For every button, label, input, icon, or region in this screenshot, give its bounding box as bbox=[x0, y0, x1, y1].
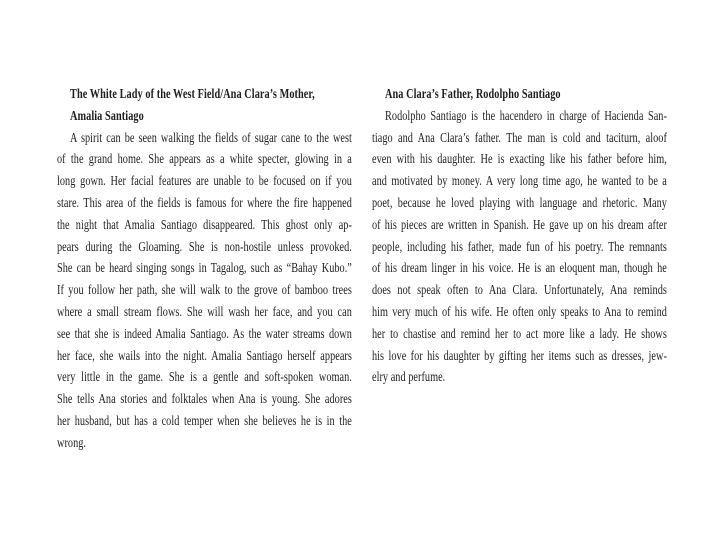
text-line: wrong. bbox=[57, 434, 87, 450]
text-line: long gown. Her facial features are unable to be focused on if you bbox=[57, 173, 352, 189]
text-line: stare. This area of the fields is famous for where the fire happened bbox=[57, 194, 352, 210]
text-line: even with his daughter. He is exacting like his father before him, bbox=[372, 151, 667, 167]
text-line: Ana Clara’s Father, Rodolpho Santiago bbox=[385, 86, 561, 101]
text-line: She can be heard singing songs in Tagalog, such as “Bahay Kubo.” bbox=[57, 260, 352, 276]
text-line: people, including his father, made fun of his poetry. The remnants bbox=[372, 238, 667, 254]
text-line: elry and perfume. bbox=[372, 369, 446, 385]
text-line: Rodolpho Santiago is the hacendero in charge of Hacienda San- bbox=[385, 107, 667, 123]
text-line: She tells Ana stories and folktales when Ana is young. She adores bbox=[57, 391, 352, 407]
text-line: pears during the Gloaming. She is non-hostile unless provoked. bbox=[57, 238, 352, 254]
text-line: of his pieces are written in Spanish. He gave up on his dream after bbox=[372, 216, 667, 232]
text-line: her face, she wails into the night. Amalia Santiago herself appears bbox=[57, 347, 352, 363]
text-line: her husband, but has a cold temper when she believes he is in the bbox=[57, 412, 352, 428]
text-line: him very much of his wife. He often only speaks to Ana to remind bbox=[372, 303, 667, 319]
text-line: If you follow her path, she will walk to the grove of bamboo trees bbox=[57, 282, 352, 298]
text-line: the night that Amalia Santiago disappeared. This ghost only ap- bbox=[57, 216, 352, 232]
text-line: very little in the game. She is a gentle and soft-spoken woman. bbox=[57, 369, 352, 385]
text-line: her to chastise and remind her to act more like a lady. He shows bbox=[372, 325, 667, 341]
text-line: does not speak often to Ana Clara. Unfortunately, Ana reminds bbox=[372, 282, 667, 298]
text-line: Amalia Santiago bbox=[70, 107, 144, 123]
left-column-heading bbox=[57, 83, 352, 127]
text-line: tiago and Ana Clara’s father. The man is cold and taciturn, aloof bbox=[372, 129, 667, 145]
text-line: see that she is indeed Amalia Santiago. As the water streams down bbox=[57, 325, 352, 341]
text-line: where a small stream flows. She will wash her face, and you can bbox=[57, 303, 352, 319]
text-line: The White Lady of the West Field/Ana Clara’s Mother, bbox=[70, 86, 315, 101]
right-column-heading bbox=[372, 83, 667, 105]
right-column bbox=[372, 83, 667, 388]
text-line: poet, because he loved playing with language and rhetoric. Many bbox=[372, 194, 667, 210]
text-line: of his dream linger in his voice. He is an eloquent man, though he bbox=[372, 260, 667, 276]
text-line: his love for his daughter by gifting her items such as dresses, jew- bbox=[372, 347, 667, 363]
text-line: of the grand home. She appears as a white specter, glowing in a bbox=[57, 151, 352, 167]
left-column bbox=[57, 83, 352, 454]
text-line: and motivated by money. A very long time ago, he wanted to be a bbox=[372, 173, 667, 189]
text-line: A spirit can be seen walking the fields of sugar cane to the west bbox=[70, 129, 352, 145]
right-column-paragraph bbox=[372, 105, 667, 388]
left-column-paragraph bbox=[57, 127, 352, 454]
